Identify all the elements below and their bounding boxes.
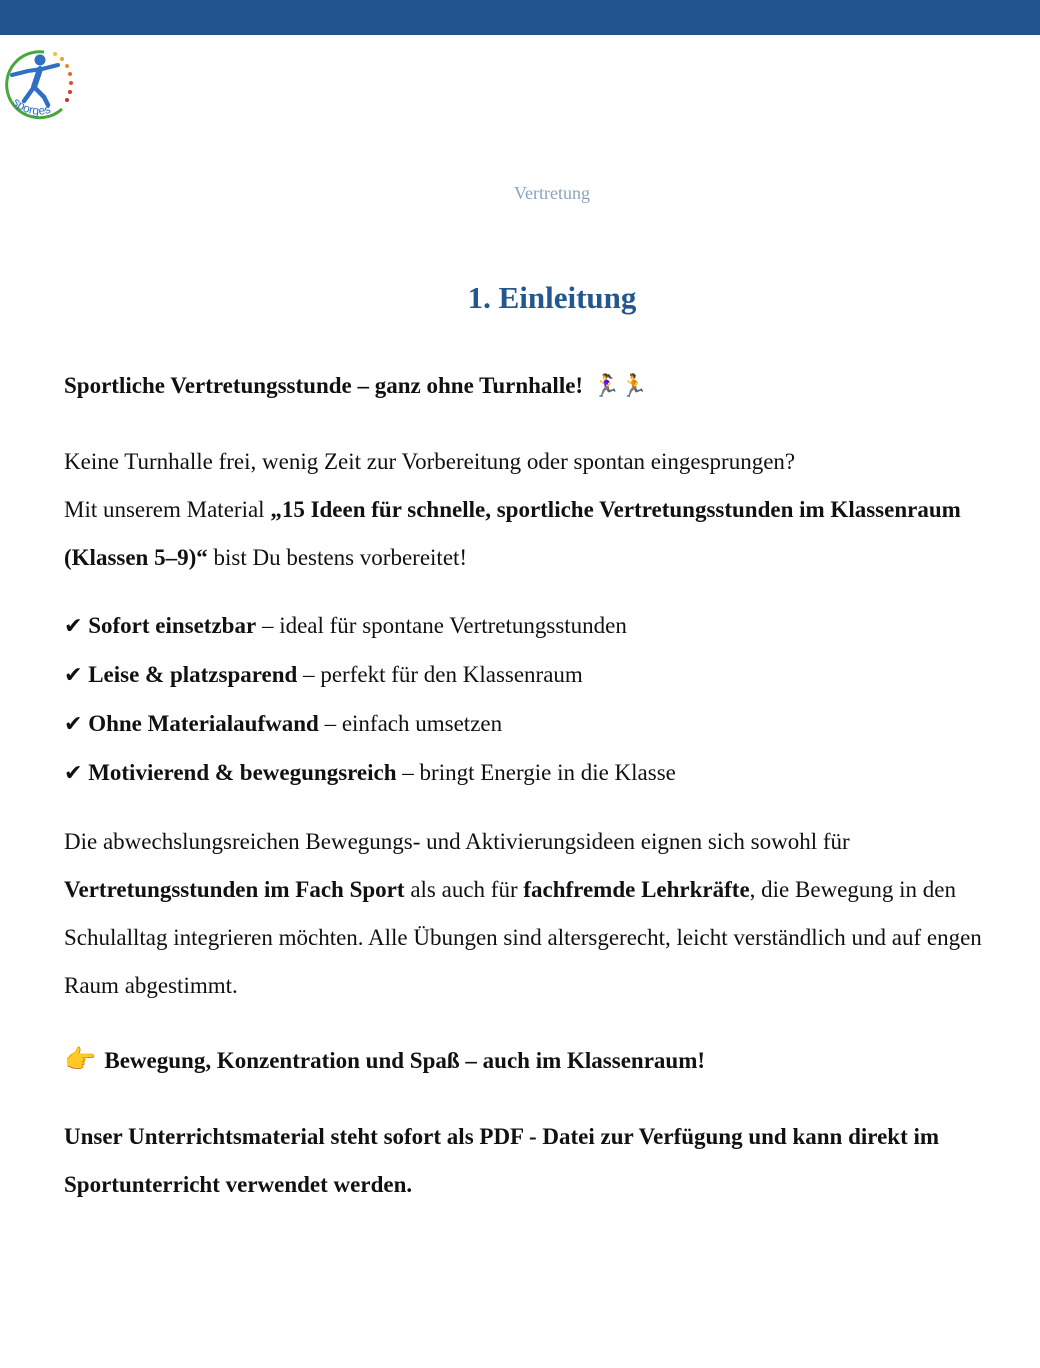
pointing-hand-icon: 👉 [64, 1045, 97, 1075]
material-title: „15 Ideen für schnelle, sportliche Vertretungsstunden im Klassenraum (Klassen 5–9)“ [64, 497, 961, 570]
call-to-action [64, 1036, 984, 1085]
checklist-item [64, 700, 984, 749]
checklist-item-text: – ideal für spontane Vertretungsstunden [256, 613, 627, 638]
desc-bold-1: Vertretungsstunden im Fach Sport [64, 877, 405, 902]
desc-text-3: , die Bewegung in den Schulalltag integrieren möchten. Alle Übungen sind altersgerecht, leicht verständlich und auf engen Raum abgestimmt. [64, 877, 982, 998]
logo-text: sporges [10, 94, 52, 118]
desc-text-1: Die abwechslungsreichen Bewegungs- und Aktivierungsideen eignen sich sowohl für [64, 829, 850, 854]
desc-bold-2: fachfremde Lehrkräfte [523, 877, 750, 902]
top-bar [0, 0, 1040, 35]
check-icon: ✔ [64, 761, 83, 786]
final-note: Unser Unterrichtsmaterial steht sofort als PDF - Datei zur Verfügung und kann direkt im Sportunterricht verwendet werden. [64, 1124, 940, 1197]
section-title: 1. Einleitung [467, 280, 637, 315]
checklist-item [64, 602, 984, 651]
desc-text-2: als auch für [404, 877, 524, 902]
checklist-item-bold: Ohne Materialaufwand [88, 711, 319, 736]
checklist [64, 602, 984, 798]
checklist-item-text: – bringt Energie in die Klasse [396, 760, 676, 785]
call-text: Bewegung, Konzentration und Spaß – auch im Klassenraum! [104, 1048, 706, 1073]
sporges-logo[interactable] [0, 45, 80, 127]
intro-line-1: Keine Turnhalle frei, wenig Zeit zur Vorbereitung oder spontan eingesprungen? [64, 449, 796, 474]
main-content [64, 362, 984, 1209]
checklist-item-text: – einfach umsetzen [318, 711, 503, 736]
checklist-item-bold: Sofort einsetzbar [88, 613, 257, 638]
checklist-item-bold: Motivierend & bewegungsreich [88, 760, 397, 785]
intro-line-2-prefix: Mit unserem Material [64, 497, 271, 522]
runner-icon: 🏃‍♀️🏃 [592, 373, 648, 398]
intro-paragraph [64, 438, 984, 582]
check-icon: ✔ [64, 614, 83, 639]
headline-text: Sportliche Vertretungsstunde – ganz ohne Turnhalle! [64, 373, 584, 398]
checklist-item-text: – perfekt für den Klassenraum [297, 662, 583, 687]
description-paragraph [64, 818, 984, 1010]
intro-line-2-suffix: bist Du bestens vorbereitet! [207, 545, 468, 570]
checklist-item-bold: Leise & platzsparend [88, 662, 298, 687]
check-icon: ✔ [64, 663, 83, 688]
logo-icon [0, 45, 80, 127]
checklist-item [64, 651, 984, 700]
headline [64, 362, 984, 410]
header-label: Vertretung [514, 183, 590, 203]
checklist-item [64, 749, 984, 798]
check-icon: ✔ [64, 712, 83, 737]
